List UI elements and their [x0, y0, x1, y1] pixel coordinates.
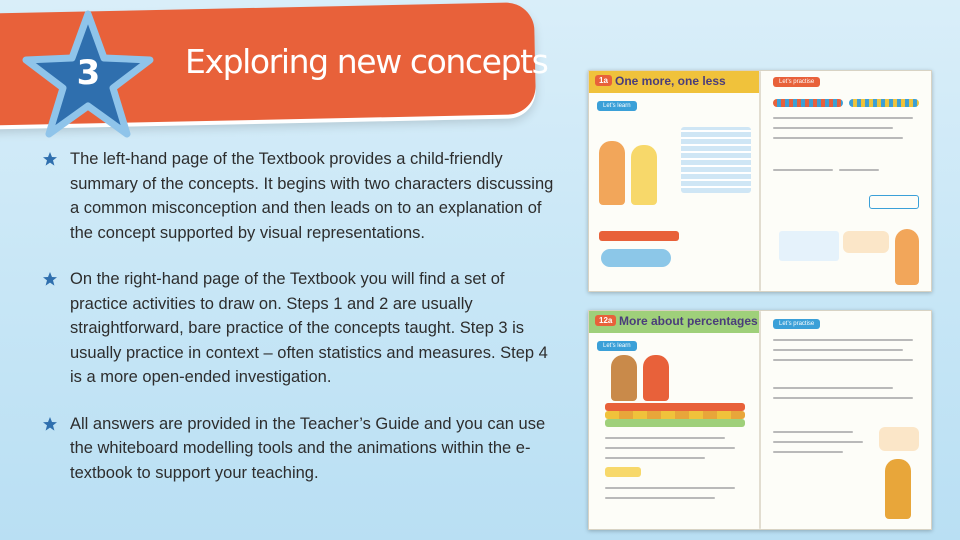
bullet-list [42, 147, 562, 507]
bullet-text: On the right-hand page of the Textbook you will find a set of practice activities to draw on. Steps 1 and 2 are usually straightforward, bare practice of the concepts taught. Step 3 is usually practice in context – often statistics and measures. Step 4 is a more open-ended investigation. [70, 270, 548, 386]
practice-line [773, 127, 893, 129]
spine [759, 311, 761, 529]
text-line [605, 447, 735, 449]
practice-line [773, 397, 913, 399]
percentage-bar [605, 419, 745, 427]
bullet-text: The left-hand page of the Textbook provides a child-friendly summary of the concepts. It begins with two characters discussing a common misconception and then leads on to an explanation of the concept supported by visual representations. [70, 150, 554, 242]
practice-line [773, 117, 913, 119]
practice-line [773, 169, 833, 171]
text-line [605, 437, 725, 439]
bullet-star-icon [42, 151, 58, 167]
percentage-bar [605, 411, 745, 419]
unit-badge: 1a [595, 75, 612, 86]
bullet-star-icon [42, 416, 58, 432]
child-illustration [895, 229, 919, 285]
answer-box [869, 195, 919, 209]
practice-line [773, 441, 863, 443]
spine [759, 71, 761, 291]
text-line [605, 487, 735, 489]
number-line [599, 231, 679, 241]
speech-bubble [843, 231, 889, 253]
unit-badge: 12a [595, 315, 616, 326]
highlight-box [605, 467, 641, 477]
think-box [879, 427, 919, 451]
practice-beads [773, 99, 843, 107]
child-illustration [643, 355, 669, 401]
practice-line [773, 387, 893, 389]
number-grid [681, 127, 751, 193]
practice-line [773, 451, 843, 453]
think-box [779, 231, 839, 261]
bullet-text: All answers are provided in the Teacher’s Guide and you can use the whiteboard modelling tools and the animations within the e-textbook to support your teaching. [70, 414, 546, 482]
practice-line [773, 137, 903, 139]
bullet-item [42, 267, 562, 390]
child-illustration [631, 145, 657, 205]
counters [601, 249, 671, 267]
right-tag: Let’s practise [773, 319, 820, 329]
left-tag: Let’s learn [597, 341, 637, 351]
child-illustration [885, 459, 911, 519]
step-badge [20, 8, 156, 144]
textbook-spread-2 [588, 310, 932, 530]
percentage-bar [605, 403, 745, 411]
right-tag: Let’s practise [773, 77, 820, 87]
bullet-item [42, 412, 562, 486]
practice-beads [849, 99, 919, 107]
spread-title: More about percentages [619, 314, 758, 328]
practice-line [773, 349, 903, 351]
text-line [605, 457, 705, 459]
textbook-spread-1 [588, 70, 932, 292]
practice-line [839, 169, 879, 171]
child-illustration [599, 141, 625, 205]
bullet-star-icon [42, 271, 58, 287]
step-number: 3 [76, 53, 100, 93]
practice-line [773, 339, 913, 341]
bullet-item [42, 147, 562, 245]
spread-title: One more, one less [615, 74, 726, 88]
child-illustration [611, 355, 637, 401]
practice-line [773, 431, 853, 433]
text-line [605, 497, 715, 499]
practice-line [773, 359, 913, 361]
left-tag: Let’s learn [597, 101, 637, 111]
page-title: Exploring new concepts [185, 42, 548, 81]
